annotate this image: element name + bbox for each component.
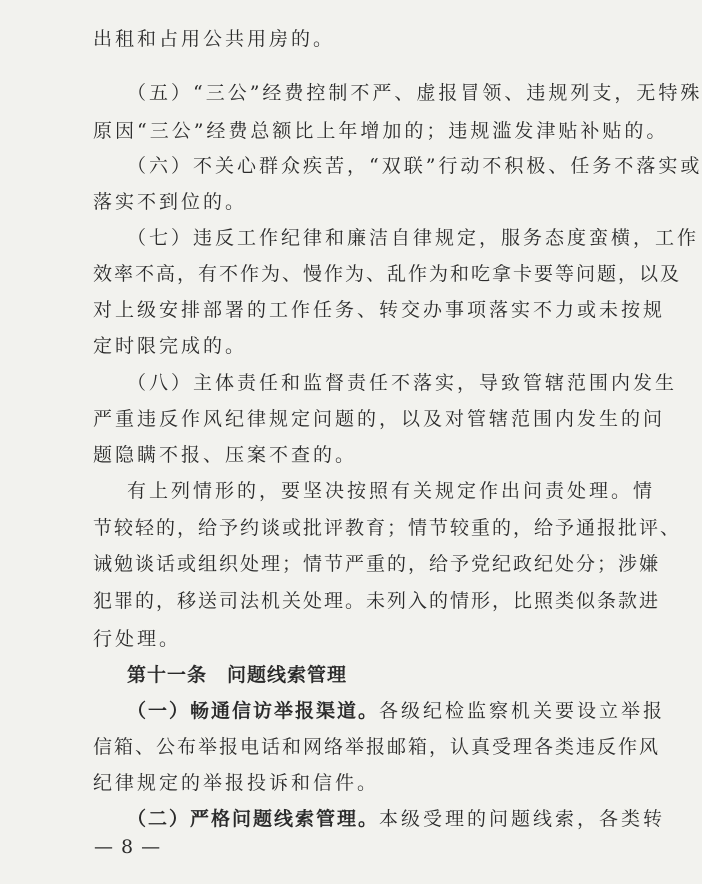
text-line: （五）“三公”经费控制不严、虚报冒领、违规列支，无特殊	[127, 82, 702, 104]
text-line: 信箱、公布举报电话和网络举报邮箱，认真受理各类违反作风	[93, 736, 661, 758]
text-line: （七）违反工作纪律和廉洁自律规定，服务态度蛮横，工作	[127, 227, 700, 249]
text-line: 严重违反作风纪律规定问题的，以及对管辖范围内发生的问	[93, 408, 666, 430]
text-line: 有上列情形的，要坚决按照有关规定作出问责处理。情	[127, 480, 656, 502]
text-line: 出租和占用公共用房的。	[93, 28, 336, 50]
clause-text: 各级纪检监察机关要设立举报	[379, 700, 666, 722]
text-line: 落实不到位的。	[93, 191, 248, 213]
text-line: 原因“三公”经费总额比上年增加的；违规滥发津贴补贴的。	[93, 120, 669, 142]
text-line: 对上级安排部署的工作任务、转交办事项落实不力或未按规	[93, 299, 666, 321]
article-heading: 第十一条 问题线索管理	[127, 664, 348, 686]
clause-title: （二）严格问题线索管理。	[127, 808, 380, 830]
text-line: 节较轻的，给予约谈或批评教育；情节较重的，给予通报批评、	[93, 517, 682, 539]
text-line: （八）主体责任和监督责任不落实，导致管辖范围内发生	[127, 372, 678, 394]
text-line: 诫勉谈话或组织处理；情节严重的，给予党纪政纪处分；涉嫌	[93, 553, 661, 575]
text-line: 行处理。	[93, 628, 182, 650]
text-line	[127, 697, 666, 725]
text-line: 定时限完成的。	[93, 335, 248, 357]
text-line: 效率不高，有不作为、慢作为、乱作为和吃拿卡要等问题，以及	[93, 263, 682, 285]
clause-title: （一）畅通信访举报渠道。	[127, 700, 380, 722]
page-number: — 8 —	[94, 836, 162, 858]
text-line: （六）不关心群众疾苦，“双联”行动不积极、任务不落实或	[127, 155, 702, 177]
text-line: 题隐瞒不报、压案不查的。	[93, 444, 358, 466]
text-line: 犯罪的，移送司法机关处理。未列入的情形，比照类似条款进	[93, 590, 661, 612]
clause-text: 本级受理的问题线索，各类转	[379, 808, 666, 830]
text-line	[127, 805, 666, 833]
text-line: 纪律规定的举报投诉和信件。	[93, 772, 380, 794]
